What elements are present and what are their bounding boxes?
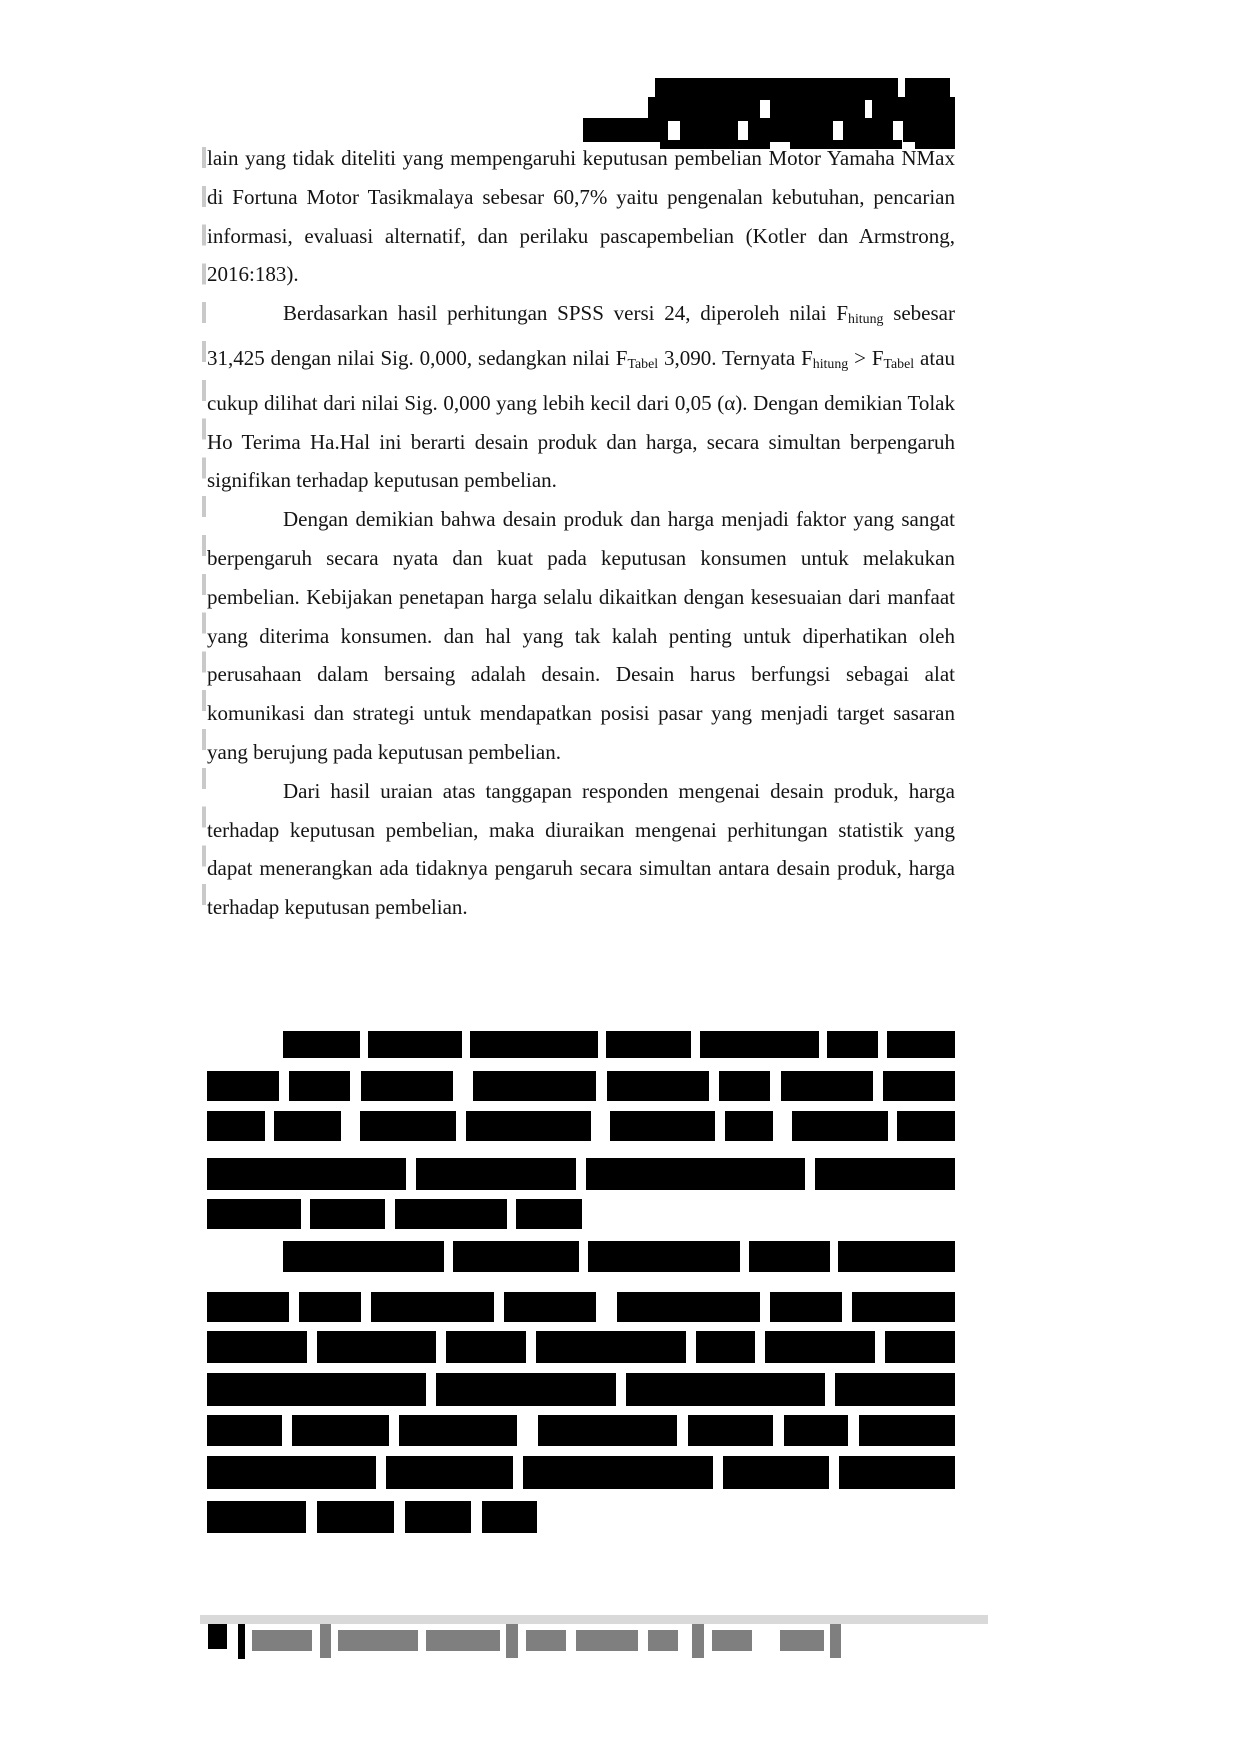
- redaction-segment: [283, 1241, 444, 1272]
- redaction-segment: [770, 1292, 842, 1322]
- footer-redacted-text: [426, 1630, 500, 1651]
- redaction-gap: [830, 1241, 839, 1272]
- redaction-segment: [395, 1199, 508, 1229]
- redaction-segment: [207, 1415, 282, 1446]
- redaction-segment: [588, 1241, 740, 1272]
- redaction-gap: [301, 1199, 310, 1229]
- redaction-segment: [610, 1111, 715, 1141]
- redacted-line: [207, 1373, 955, 1406]
- redaction-segment: [368, 1031, 462, 1058]
- redaction-gap: [773, 1111, 792, 1141]
- footer-redacted-text: [648, 1630, 678, 1651]
- redaction-gap: [740, 1241, 749, 1272]
- redaction-segment: [473, 1071, 596, 1101]
- redaction-segment: [897, 1111, 955, 1141]
- redaction-gap: [394, 1501, 405, 1533]
- redaction-gap: [825, 1373, 835, 1406]
- redacted-line: [207, 1501, 537, 1533]
- scan-artifact-ticks: [202, 147, 206, 917]
- paragraph-2-text: 3,090. Ternyata F: [658, 346, 813, 371]
- redaction-segment: [386, 1456, 512, 1489]
- footer-bullet-square: [208, 1624, 227, 1649]
- f-hitung-subscript: hitung: [848, 311, 884, 327]
- redaction-bar: [843, 118, 893, 140]
- redaction-gap: [279, 1071, 289, 1101]
- redaction-gap: [686, 1331, 696, 1363]
- redaction-segment: [274, 1111, 341, 1141]
- redaction-gap: [471, 1501, 482, 1533]
- redaction-gap: [494, 1292, 504, 1322]
- redaction-bar: [680, 118, 738, 140]
- paragraph-2-text: Berdasarkan hasil perhitungan SPSS versi 24, diperoleh nilai F: [283, 301, 849, 326]
- footer-redacted-text: [830, 1624, 841, 1658]
- redaction-gap: [289, 1292, 299, 1322]
- redaction-gap: [462, 1031, 471, 1058]
- redaction-segment: [725, 1111, 773, 1141]
- paragraph-3: Dengan demikian bahwa desain produk dan harga menjadi faktor yang sangat berpengaruh secara nyata dan kuat pada keputusan konsumen untuk melakukan pembelian. Kebijakan penetapan harga selalu dikaitkan dengan kesesuaian dari manfaat yang diterima konsumen. dan hal yang tak kalah penting untuk diperhatikan oleh perusahaan dalam bersaing adalah desain. Desain harus berfungsi sebagai alat komunikasi dan strategi untuk mendapatkan posisi pasar yang menjadi target sasaran yang berujung pada keputusan pembelian.: [207, 507, 955, 765]
- redaction-segment: [688, 1415, 773, 1446]
- redaction-segment: [405, 1501, 471, 1533]
- paragraph-1: lain yang tidak diteliti yang mempengaruhi keputusan pembelian Motor Yamaha NMax di Fortuna Motor Tasikmalaya sebesar 60,7% yaitu pengenalan kebutuhan, pencarian informasi, evaluasi alternatif, dan perilaku pascapembelian (Kotler dan Armstrong, 2016:183).: [207, 146, 955, 287]
- redaction-gap: [507, 1199, 516, 1229]
- redaction-gap: [436, 1331, 446, 1363]
- redacted-line: [207, 1292, 955, 1322]
- footer-redacted-text: [320, 1624, 331, 1658]
- redaction-segment: [885, 1331, 955, 1363]
- redaction-segment: [859, 1415, 955, 1446]
- redaction-gap: [591, 1111, 610, 1141]
- redaction-segment: [883, 1071, 955, 1101]
- footer-redacted-text: [692, 1624, 704, 1658]
- redaction-segment: [289, 1071, 350, 1101]
- redaction-gap: [596, 1292, 616, 1322]
- redaction-gap: [805, 1158, 815, 1190]
- redaction-segment: [839, 1456, 955, 1489]
- redaction-gap: [760, 1292, 770, 1322]
- footer-redacted-text: [506, 1624, 518, 1658]
- redacted-line: [207, 1456, 955, 1489]
- redaction-gap: [526, 1331, 536, 1363]
- redaction-segment: [292, 1415, 388, 1446]
- redaction-gap: [842, 1292, 852, 1322]
- redaction-segment: [207, 1331, 307, 1363]
- redaction-gap: [677, 1415, 688, 1446]
- redaction-gap: [389, 1415, 400, 1446]
- redaction-segment: [482, 1501, 537, 1533]
- redaction-segment: [466, 1111, 591, 1141]
- redaction-segment: [719, 1071, 770, 1101]
- footer-redacted-text: [576, 1630, 638, 1651]
- redaction-segment: [696, 1331, 756, 1363]
- redaction-segment: [207, 1456, 376, 1489]
- redaction-segment: [784, 1415, 848, 1446]
- redaction-gap: [709, 1071, 719, 1101]
- redaction-segment: [606, 1031, 691, 1058]
- redaction-gap: [873, 1071, 883, 1101]
- redaction-segment: [749, 1241, 830, 1272]
- redaction-segment: [538, 1415, 677, 1446]
- redaction-gap: [773, 1415, 784, 1446]
- redacted-line: [207, 1199, 582, 1229]
- redaction-segment: [792, 1111, 888, 1141]
- redaction-gap: [770, 1071, 780, 1101]
- redaction-gap: [875, 1331, 885, 1363]
- paragraph-4: Dari hasil uraian atas tanggapan responden mengenai desain produk, harga terhadap keputusan pembelian, maka diuraikan mengenai perhitungan statistik yang dapat menerangkan ada tidaknya pengaruh secara simultan antara desain produk, harga terhadap keputusan pembelian.: [207, 778, 955, 920]
- redaction-segment: [504, 1292, 596, 1322]
- redacted-line: [283, 1241, 955, 1272]
- redaction-segment: [446, 1331, 526, 1363]
- redaction-gap: [596, 1071, 606, 1101]
- redaction-segment: [523, 1456, 713, 1489]
- redacted-line: [207, 1415, 955, 1446]
- redaction-segment: [586, 1158, 805, 1190]
- redaction-segment: [361, 1071, 453, 1101]
- redaction-gap: [376, 1456, 387, 1489]
- redaction-segment: [371, 1292, 494, 1322]
- redacted-line: [207, 1111, 955, 1141]
- redaction-gap: [513, 1456, 524, 1489]
- redaction-segment: [207, 1292, 289, 1322]
- redaction-segment: [700, 1031, 819, 1058]
- redaction-gap: [385, 1199, 394, 1229]
- redaction-gap: [453, 1071, 473, 1101]
- redaction-gap: [755, 1331, 765, 1363]
- redaction-segment: [399, 1415, 517, 1446]
- redaction-gap: [306, 1501, 317, 1533]
- redaction-gap: [888, 1111, 898, 1141]
- redaction-gap: [360, 1031, 369, 1058]
- redaction-segment: [207, 1071, 279, 1101]
- paragraph-2: [207, 294, 955, 500]
- redaction-gap: [715, 1111, 725, 1141]
- redaction-segment: [299, 1292, 360, 1322]
- f-tabel-subscript: Tabel: [883, 356, 915, 372]
- f-tabel-subscript: Tabel: [627, 356, 659, 372]
- paragraph-2-text: atau cukup dilihat dari nilai Sig. 0,000 yang lebih kecil dari 0,05 (α). Dengan demikian Tolak Ho Terima Ha.Hal ini berarti desain produk dan harga, secara simultan berpengaruh signifikan terhadap keputusan pembelian.: [207, 346, 956, 493]
- redaction-gap: [691, 1031, 700, 1058]
- redaction-gap: [713, 1456, 724, 1489]
- redaction-segment: [207, 1373, 426, 1406]
- redaction-gap: [350, 1071, 360, 1101]
- redaction-gap: [829, 1456, 840, 1489]
- footer-redacted-text: [780, 1630, 824, 1651]
- redaction-segment: [827, 1031, 878, 1058]
- redaction-segment: [765, 1331, 875, 1363]
- redaction-segment: [470, 1031, 598, 1058]
- redaction-gap: [341, 1111, 360, 1141]
- footer-redacted-text: [526, 1630, 566, 1651]
- redacted-line: [283, 1031, 955, 1058]
- redaction-segment: [360, 1111, 456, 1141]
- redacted-line: [207, 1158, 955, 1190]
- redaction-segment: [838, 1241, 954, 1272]
- redaction-gap: [444, 1241, 453, 1272]
- redaction-segment: [607, 1071, 709, 1101]
- f-hitung-subscript: hitung: [812, 356, 849, 372]
- redaction-gap: [579, 1241, 588, 1272]
- redaction-segment: [317, 1331, 437, 1363]
- redaction-gap: [819, 1031, 828, 1058]
- redaction-segment: [887, 1031, 955, 1058]
- redaction-segment: [416, 1158, 576, 1190]
- redaction-segment: [815, 1158, 955, 1190]
- redaction-segment: [852, 1292, 954, 1322]
- redaction-segment: [626, 1373, 825, 1406]
- redaction-gap: [307, 1331, 317, 1363]
- redaction-segment: [781, 1071, 873, 1101]
- redacted-line: [207, 1071, 955, 1101]
- footer-divider-bar: [200, 1615, 988, 1624]
- redaction-gap: [361, 1292, 371, 1322]
- paragraph-2-text: > F: [848, 346, 884, 371]
- redaction-gap: [265, 1111, 275, 1141]
- footer-separator-bar: [238, 1624, 245, 1659]
- redaction-gap: [426, 1373, 436, 1406]
- footer-redacted-text: [338, 1630, 418, 1651]
- redaction-gap: [282, 1415, 293, 1446]
- redaction-segment: [723, 1456, 828, 1489]
- redaction-segment: [516, 1199, 582, 1229]
- redaction-segment: [207, 1158, 406, 1190]
- redaction-segment: [310, 1199, 385, 1229]
- footer-redacted-text: [712, 1630, 752, 1651]
- redaction-segment: [207, 1111, 265, 1141]
- redaction-gap: [598, 1031, 607, 1058]
- redaction-gap: [848, 1415, 859, 1446]
- footer-redacted-text: [252, 1630, 312, 1651]
- redaction-gap: [406, 1158, 416, 1190]
- redaction-gap: [878, 1031, 887, 1058]
- redaction-gap: [517, 1415, 538, 1446]
- redaction-gap: [616, 1373, 626, 1406]
- body-text: [207, 139, 955, 927]
- redaction-segment: [283, 1031, 360, 1058]
- redaction-segment: [536, 1331, 686, 1363]
- redaction-segment: [436, 1373, 616, 1406]
- redaction-gap: [576, 1158, 586, 1190]
- redacted-line: [207, 1331, 955, 1363]
- redaction-segment: [453, 1241, 578, 1272]
- redaction-segment: [835, 1373, 955, 1406]
- redaction-segment: [617, 1292, 760, 1322]
- redaction-segment: [207, 1501, 306, 1533]
- paragraph-2-text: sebesar 31,425 dengan nilai Sig. 0,000, sedangkan nilai F: [207, 301, 955, 371]
- redaction-segment: [207, 1199, 301, 1229]
- redaction-gap: [456, 1111, 466, 1141]
- redaction-segment: [317, 1501, 394, 1533]
